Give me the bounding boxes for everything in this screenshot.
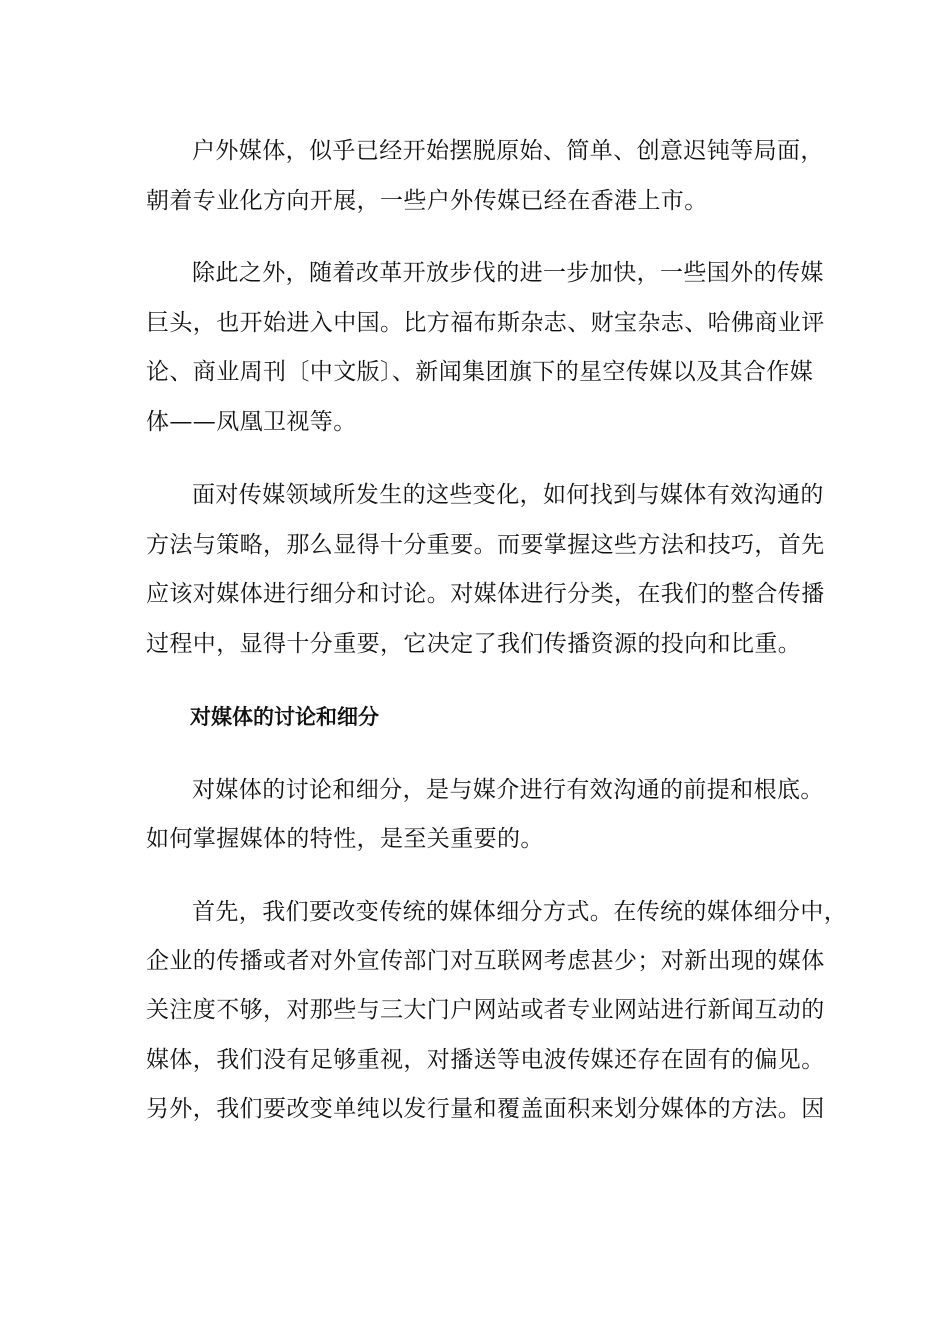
paragraph-line: 户外媒体，似乎已经开始摆脱原始、简单、创意迟钝等局面， [192, 138, 824, 164]
paragraph-line: 过程中，显得十分重要，它决定了我们传播资源的投向和比重。 [146, 631, 802, 657]
paragraph-line: 体——凤凰卫视等。 [146, 409, 357, 435]
paragraph-line: 论、商业周刊〔中文版〕、新闻集团旗下的星空传媒以及其合作媒 [146, 359, 814, 385]
paragraph-line: 巨头，也开始进入中国。比方福布斯杂志、财宝杂志、哈佛商业评 [146, 310, 825, 336]
paragraph-line: 关注度不够，对那些与三大门户网站或者专业网站进行新闻互动的 [146, 997, 825, 1023]
paragraph-line: 应该对媒体进行细分和讨论。对媒体进行分类，在我们的整合传播 [146, 581, 825, 607]
paragraph-line: 面对传媒领域所发生的这些变化，如何找到与媒体有效沟通的 [192, 482, 824, 508]
paragraph-line: 首先，我们要改变传统的媒体细分方式。在传统的媒体细分中， [192, 899, 848, 925]
paragraph-line: 企业的传播或者对外宣传部门对互联网考虑甚少；对新出现的媒体 [146, 948, 825, 974]
paragraph-line: 如何掌握媒体的特性，是至关重要的。 [146, 826, 544, 852]
paragraph-line: 对媒体的讨论和细分，是与媒介进行有效沟通的前提和根底。 [192, 777, 824, 803]
paragraph-line: 方法与策略，那么显得十分重要。而要掌握这些方法和技巧，首先 [146, 532, 825, 558]
section-heading: 对媒体的讨论和细分 [190, 705, 379, 729]
paragraph-line: 除此之外，随着改革开放步伐的进一步加快，一些国外的传媒 [192, 260, 824, 286]
paragraph-line: 朝着专业化方向开展，一些户外传媒已经在香港上市。 [146, 188, 708, 214]
paragraph-line: 另外，我们要改变单纯以发行量和覆盖面积来划分媒体的方法。因 [146, 1096, 825, 1122]
paragraph-line: 媒体，我们没有足够重视，对播送等电波传媒还存在固有的偏见。 [146, 1047, 825, 1073]
